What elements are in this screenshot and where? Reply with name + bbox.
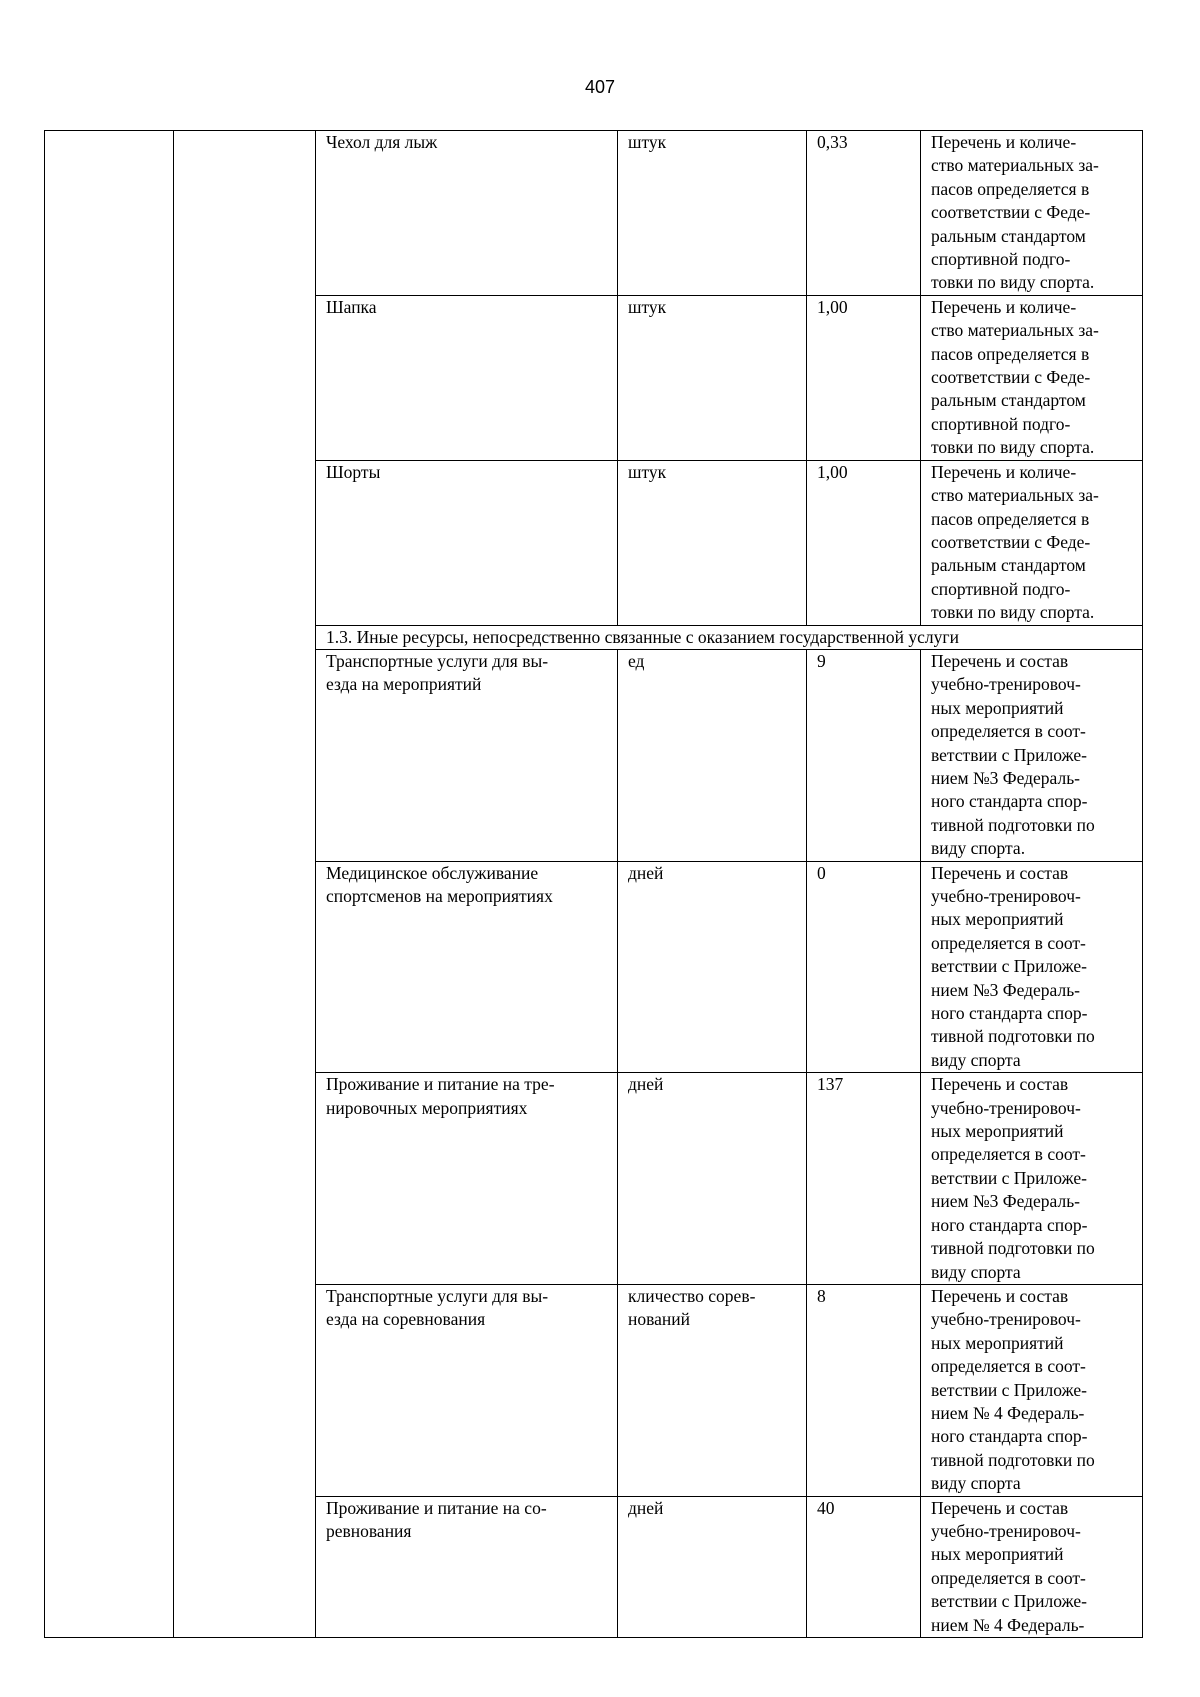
resource-description: Перечень и состав учебно-тренировоч- ных мероприятий определяется в соот- ветствии с Приложе- нием №3 Федераль- ного стандарта спор- тивной подготовки по виду спорта: [921, 861, 1143, 1073]
resource-unit: штук: [618, 131, 807, 296]
resource-value: 9: [807, 649, 921, 861]
table-row: [45, 131, 1143, 296]
resource-name: Чехол для лыж: [316, 131, 618, 296]
resource-name: Медицинское обслуживание спортсменов на мероприятиях: [316, 861, 618, 1073]
resource-description: Перечень и состав учебно-тренировоч- ных мероприятий определяется в соот- ветствии с Приложе- нием № 4 Федераль-: [921, 1496, 1143, 1637]
resource-value: 40: [807, 1496, 921, 1637]
resource-value: 1,00: [807, 460, 921, 625]
resource-unit: ед: [618, 649, 807, 861]
resource-value: 137: [807, 1073, 921, 1285]
section-heading: 1.3. Иные ресурсы, непосредственно связанные с оказанием государственной услуги: [316, 625, 1143, 649]
resource-unit: кличество сорев- нований: [618, 1284, 807, 1496]
resource-name: Проживание и питание на со- ревнования: [316, 1496, 618, 1637]
resource-description: Перечень и количе- ство материальных за- пасов определяется в соответствии с Феде- ральным стандартом спортивной подго- товки по виду спорта.: [921, 295, 1143, 460]
resource-unit: штук: [618, 295, 807, 460]
resource-description: Перечень и состав учебно-тренировоч- ных мероприятий определяется в соот- ветствии с Приложе- нием №3 Федераль- ного стандарта спор- тивной подготовки по виду спорта.: [921, 649, 1143, 861]
resources-table: [44, 130, 1143, 1638]
resource-description: Перечень и состав учебно-тренировоч- ных мероприятий определяется в соот- ветствии с Приложе- нием №3 Федераль- ного стандарта спор- тивной подготовки по виду спорта: [921, 1073, 1143, 1285]
resource-unit: дней: [618, 1073, 807, 1285]
resource-unit: дней: [618, 1496, 807, 1637]
page-number: 407: [584, 77, 616, 97]
resource-name: Шорты: [316, 460, 618, 625]
resource-description: Перечень и количе- ство материальных за- пасов определяется в соответствии с Феде- ральным стандартом спортивной подго- товки по виду спорта.: [921, 131, 1143, 296]
resource-value: 1,00: [807, 295, 921, 460]
resource-unit: дней: [618, 861, 807, 1073]
resource-value: 8: [807, 1284, 921, 1496]
resource-description: Перечень и состав учебно-тренировоч- ных мероприятий определяется в соот- ветствии с Приложе- нием № 4 Федераль- ного стандарта спор- тивной подготовки по виду спорта: [921, 1284, 1143, 1496]
resource-name: Транспортные услуги для вы- езда на соревнования: [316, 1284, 618, 1496]
empty-cell: [45, 131, 174, 1638]
resource-name: Проживание и питание на тре- нировочных мероприятиях: [316, 1073, 618, 1285]
empty-cell: [174, 131, 316, 1638]
resource-value: 0: [807, 861, 921, 1073]
resource-description: Перечень и количе- ство материальных за- пасов определяется в соответствии с Феде- ральным стандартом спортивной подго- товки по виду спорта.: [921, 460, 1143, 625]
resource-value: 0,33: [807, 131, 921, 296]
resource-name: Шапка: [316, 295, 618, 460]
resource-name: Транспортные услуги для вы- езда на мероприятий: [316, 649, 618, 861]
resource-unit: штук: [618, 460, 807, 625]
